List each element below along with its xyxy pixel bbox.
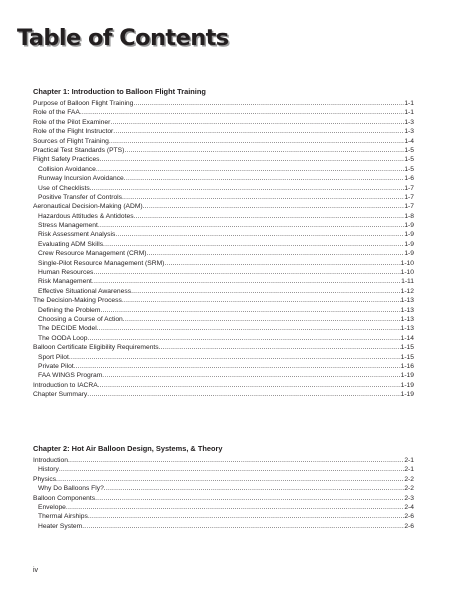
- toc-entry-page: 1-19: [400, 381, 414, 389]
- toc-entry-page: 1-7: [404, 184, 414, 192]
- toc-entry[interactable]: [33, 362, 414, 371]
- toc-entry-page: 1-13: [400, 297, 414, 305]
- toc-entry-label: Private Pilot: [38, 362, 74, 370]
- toc-entry-page: 1-19: [400, 391, 414, 399]
- toc-entry-page: 1-4: [404, 137, 414, 145]
- toc-entry-page: 1-3: [404, 118, 414, 126]
- toc-entry[interactable]: [33, 259, 414, 268]
- toc-entry-label: Envelope: [38, 503, 66, 511]
- toc-entry[interactable]: [33, 99, 414, 108]
- toc-entry-page: 1-19: [400, 372, 414, 380]
- toc-dot-leader: [100, 306, 400, 315]
- toc-entry[interactable]: [33, 512, 414, 521]
- toc-entry-label: Single-Pilot Resource Management (SRM): [38, 259, 165, 267]
- toc-dot-leader: [88, 512, 405, 521]
- toc-entry-label: Role of the Pilot Examiner: [33, 118, 111, 126]
- toc-entry-label: The Decision-Making Process: [33, 297, 122, 305]
- toc-entry-page: 2-6: [404, 513, 414, 521]
- page-number: iv: [33, 567, 39, 574]
- toc-dot-leader: [102, 371, 400, 380]
- toc-entry-label: Defining the Problem: [38, 306, 101, 314]
- toc-dot-leader: [66, 503, 404, 512]
- toc-dot-leader: [131, 287, 401, 296]
- toc-entry-label: Choosing a Course of Action: [38, 315, 123, 323]
- toc-entry[interactable]: [33, 522, 414, 531]
- toc-dot-leader: [96, 165, 404, 174]
- toc-entry-page: 1-9: [404, 250, 414, 258]
- toc-dot-leader: [124, 146, 404, 155]
- toc-dot-leader: [109, 137, 405, 146]
- toc-entry[interactable]: [33, 165, 414, 174]
- toc-dot-leader: [87, 390, 400, 399]
- toc-entry[interactable]: [33, 174, 414, 183]
- chapter-1-heading: Chapter 1: Introduction to Balloon Flight Training: [33, 87, 206, 96]
- toc-entry-label: Human Resources: [38, 269, 94, 277]
- chapter-1-entries: [33, 99, 414, 400]
- toc-entry-label: Practical Test Standards (PTS): [33, 146, 125, 154]
- toc-dot-leader: [87, 334, 400, 343]
- toc-dot-leader: [122, 296, 401, 305]
- toc-entry-label: Heater System: [38, 522, 83, 530]
- toc-entry[interactable]: [33, 202, 414, 211]
- toc-dot-leader: [56, 475, 404, 484]
- toc-entry[interactable]: [33, 484, 414, 493]
- toc-entry-page: 1-5: [404, 146, 414, 154]
- toc-dot-leader: [104, 484, 405, 493]
- toc-entry[interactable]: [33, 240, 414, 249]
- toc-dot-leader: [74, 362, 401, 371]
- toc-entry-label: Balloon Certificate Eligibility Requirements: [33, 344, 159, 352]
- toc-entry-label: The OODA Loop: [38, 334, 88, 342]
- toc-dot-leader: [92, 277, 401, 286]
- toc-entry[interactable]: [33, 212, 414, 221]
- toc-entry[interactable]: [33, 475, 414, 484]
- toc-entry-page: 1-3: [404, 128, 414, 136]
- toc-entry[interactable]: [33, 456, 414, 465]
- toc-entry-page: 1-9: [404, 240, 414, 248]
- toc-entry[interactable]: [33, 146, 414, 155]
- toc-dot-leader: [134, 212, 405, 221]
- toc-entry[interactable]: [33, 306, 414, 315]
- toc-entry-label: Positive Transfer of Controls: [38, 193, 122, 201]
- toc-entry-label: Balloon Components: [33, 494, 96, 502]
- toc-entry-page: 1-1: [404, 100, 414, 107]
- toc-entry-page: 2-3: [404, 494, 414, 502]
- toc-dot-leader: [90, 184, 405, 193]
- toc-entry[interactable]: [33, 381, 414, 390]
- toc-dot-leader: [59, 465, 405, 474]
- toc-entry-label: FAA WINGS Program: [38, 372, 103, 380]
- toc-dot-leader: [93, 268, 400, 277]
- toc-entry[interactable]: [33, 268, 414, 277]
- toc-dot-leader: [159, 343, 401, 352]
- toc-entry-label: Introduction: [33, 457, 68, 464]
- toc-entry-page: 1-13: [400, 325, 414, 333]
- toc-entry-page: 1-13: [400, 315, 414, 323]
- toc-entry[interactable]: [33, 137, 414, 146]
- toc-entry-label: Flight Safety Practices: [33, 156, 100, 164]
- toc-entry-label: Aeronautical Decision-Making (ADM): [33, 203, 143, 211]
- toc-entry[interactable]: [33, 315, 414, 324]
- toc-entry-page: 1-16: [400, 362, 414, 370]
- toc-entry-page: 1-7: [404, 193, 414, 201]
- toc-entry-label: Crew Resource Management (CRM): [38, 250, 147, 258]
- toc-entry-page: 1-9: [404, 222, 414, 230]
- toc-entry-page: 1-9: [404, 231, 414, 239]
- toc-entry-label: Evaluating ADM Skills: [38, 240, 104, 248]
- toc-entry-label: Thermal Airships: [38, 513, 88, 521]
- toc-entry[interactable]: [33, 296, 414, 305]
- toc-dot-leader: [100, 155, 405, 164]
- toc-entry-label: Collision Avoidance: [38, 165, 96, 173]
- toc-entry[interactable]: [33, 343, 414, 352]
- toc-entry[interactable]: [33, 390, 414, 399]
- toc-entry-page: 1-10: [400, 269, 414, 277]
- toc-dot-leader: [164, 259, 400, 268]
- toc-entry-label: History: [38, 466, 59, 474]
- toc-dot-leader: [68, 456, 404, 465]
- toc-entry-label: Physics: [33, 475, 57, 483]
- chapter-2-entries: [33, 456, 414, 531]
- toc-entry[interactable]: [33, 118, 414, 127]
- toc-entry-label: Role of the Flight Instructor: [33, 128, 114, 136]
- toc-dot-leader: [122, 193, 404, 202]
- toc-entry[interactable]: [33, 193, 414, 202]
- toc-entry-label: Introduction to IACRA: [33, 381, 98, 389]
- toc-entry-page: 1-10: [400, 259, 414, 267]
- toc-dot-leader: [80, 108, 404, 117]
- toc-entry-label: Role of the FAA: [33, 109, 80, 117]
- toc-dot-leader: [69, 353, 401, 362]
- toc-entry-page: 2-4: [404, 503, 414, 511]
- toc-entry[interactable]: [33, 353, 414, 362]
- toc-entry-page: 1-6: [404, 175, 414, 183]
- page-title: Table of Contents: [17, 25, 229, 51]
- toc-entry[interactable]: [33, 184, 414, 193]
- toc-entry-label: Why Do Balloons Fly?: [38, 485, 104, 493]
- toc-entry-label: Effective Situational Awareness: [38, 287, 132, 295]
- toc-entry[interactable]: [33, 127, 414, 136]
- toc-entry-label: Risk Assessment Analysis: [38, 231, 116, 239]
- toc-dot-leader: [143, 202, 405, 211]
- chapter-2-heading: Chapter 2: Hot Air Balloon Design, Systems, & Theory: [33, 444, 223, 453]
- toc-entry-label: Purpose of Balloon Flight Training: [33, 100, 134, 107]
- toc-entry[interactable]: [33, 230, 414, 239]
- toc-entry-page: 1-8: [404, 212, 414, 220]
- toc-entry[interactable]: [33, 494, 414, 503]
- toc-dot-leader: [123, 315, 401, 324]
- toc-entry[interactable]: [33, 334, 414, 343]
- toc-entry-page: 1-14: [400, 334, 414, 342]
- toc-entry-page: 1-12: [400, 287, 414, 295]
- toc-entry[interactable]: [33, 249, 414, 258]
- toc-entry-page: 2-2: [404, 475, 414, 483]
- toc-dot-leader: [97, 324, 401, 333]
- toc-entry[interactable]: [33, 277, 414, 286]
- toc-entry-label: Hazardous Attitudes & Antidotes: [38, 212, 134, 220]
- toc-dot-leader: [115, 230, 404, 239]
- toc-dot-leader: [147, 249, 405, 258]
- toc-entry-page: 2-1: [404, 466, 414, 474]
- toc-entry-label: Risk Management: [38, 278, 92, 286]
- toc-entry-label: Use of Checklists: [38, 184, 90, 192]
- toc-entry[interactable]: [33, 465, 414, 474]
- toc-entry-page: 1-1: [404, 109, 414, 117]
- toc-entry-label: Sport Pilot: [38, 353, 69, 361]
- toc-dot-leader: [103, 240, 404, 249]
- toc-entry-page: 1-5: [404, 165, 414, 173]
- toc-entry-label: The DECIDE Model: [38, 325, 97, 333]
- toc-entry[interactable]: [33, 108, 414, 117]
- toc-entry-label: Runway Incursion Avoidance: [38, 175, 124, 183]
- toc-entry-page: 1-13: [400, 306, 414, 314]
- toc-entry[interactable]: [33, 503, 414, 512]
- toc-entry-page: 1-15: [400, 344, 414, 352]
- toc-dot-leader: [133, 99, 404, 108]
- toc-entry-page: 2-2: [404, 485, 414, 493]
- toc-dot-leader: [113, 127, 404, 136]
- toc-entry-page: 1-7: [404, 203, 414, 211]
- toc-dot-leader: [124, 174, 405, 183]
- toc-dot-leader: [82, 522, 404, 531]
- toc-entry-page: 2-6: [404, 522, 414, 530]
- toc-entry[interactable]: [33, 155, 414, 164]
- toc-dot-leader: [110, 118, 404, 127]
- toc-dot-leader: [98, 381, 401, 390]
- toc-entry[interactable]: [33, 371, 414, 380]
- toc-entry-label: Sources of Flight Training: [33, 137, 109, 145]
- toc-entry[interactable]: [33, 324, 414, 333]
- toc-entry-page: 2-1: [404, 457, 414, 464]
- toc-entry-label: Stress Management: [38, 222, 98, 230]
- toc-entry-page: 1-11: [401, 278, 414, 286]
- toc-dot-leader: [98, 221, 404, 230]
- toc-dot-leader: [95, 494, 404, 503]
- toc-entry-page: 1-15: [400, 353, 414, 361]
- toc-entry-label: Chapter Summary: [33, 391, 88, 399]
- toc-entry[interactable]: [33, 287, 414, 296]
- toc-entry-page: 1-5: [404, 156, 414, 164]
- toc-entry[interactable]: [33, 221, 414, 230]
